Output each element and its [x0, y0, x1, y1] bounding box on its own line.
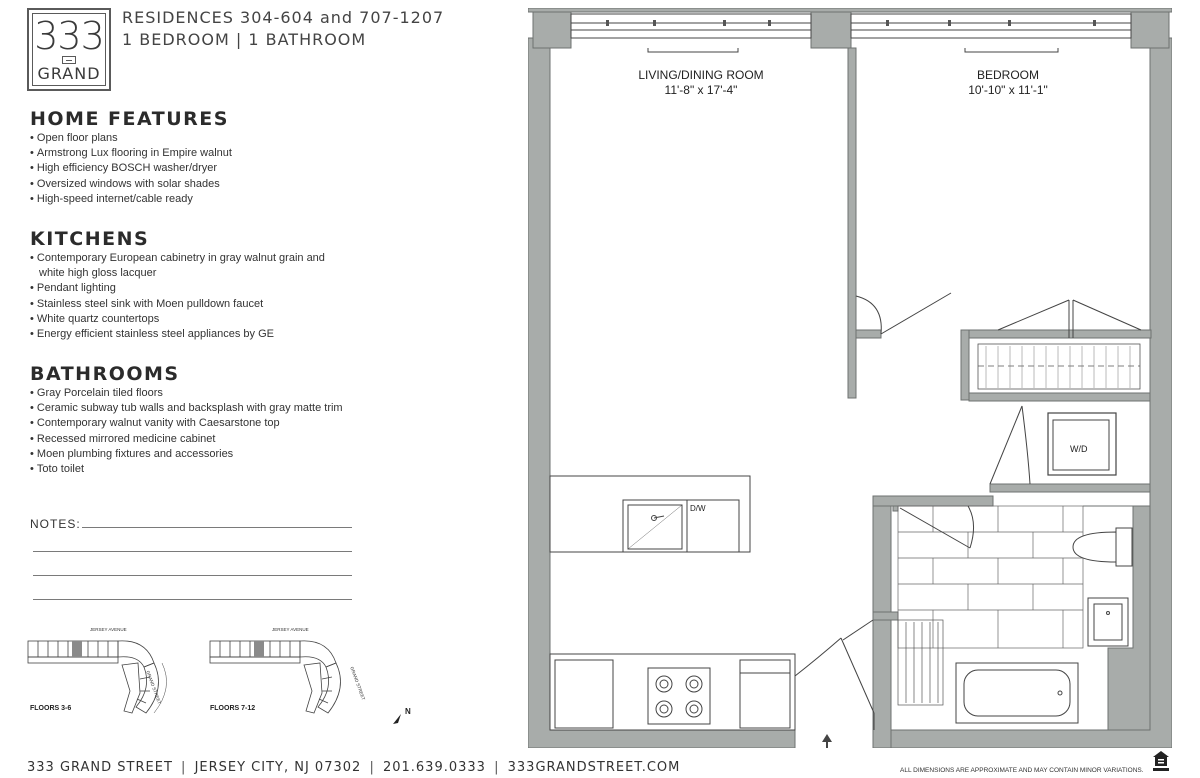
list-item: • High-speed internet/cable ready — [30, 192, 232, 207]
list-item: • Pendant lighting — [30, 281, 325, 296]
logo-mark-icon — [62, 56, 76, 64]
bathrooms-list — [30, 386, 343, 477]
bathrooms-title: BATHROOMS — [30, 363, 180, 385]
notes-line — [33, 575, 352, 576]
list-item: • High efficiency BOSCH washer/dryer — [30, 161, 232, 176]
list-item: • Contemporary walnut vanity with Caesarstone top — [30, 416, 343, 431]
list-item-continued: white high gloss lacquer — [39, 267, 157, 280]
footer-website: 333GRANDSTREET.COM — [507, 760, 681, 775]
kitchens-list — [30, 251, 325, 342]
dishwasher-label: D/W — [690, 504, 706, 513]
notes-line — [82, 527, 352, 528]
list-item: • Ceramic subway tub walls and backsplash with gray matte trim — [30, 401, 343, 416]
list-item: • Recessed mirrored medicine cabinet — [30, 432, 343, 447]
footer-separator: | — [494, 760, 500, 775]
kitchens-title: KITCHENS — [30, 228, 150, 250]
side-street-label: GRAND STREET — [145, 670, 163, 705]
list-item: • Oversized windows with solar shades — [30, 177, 232, 192]
list-item: • Energy efficient stainless steel appliances by GE — [30, 327, 325, 342]
floors-3-6-label: FLOORS 3-6 — [30, 705, 72, 712]
entry-arrow-icon — [822, 734, 832, 748]
north-label: N — [405, 707, 411, 716]
floor-plan-drawing — [528, 8, 1172, 748]
footer-separator: | — [369, 760, 375, 775]
side-street-label: GRAND STREET — [349, 666, 367, 701]
notes-line — [33, 551, 352, 552]
bedroom-name: BEDROOM — [976, 68, 1039, 82]
bedroom-dims: 10'-10" x 11'-1" — [968, 83, 1048, 97]
footer-address: 333 GRAND STREET — [27, 760, 173, 775]
north-arrow-icon — [391, 712, 403, 726]
list-item: • Contemporary European cabinetry in gray walnut grain and — [30, 251, 325, 266]
dimensions-disclaimer: ALL DIMENSIONS ARE APPROXIMATE AND MAY CONTAIN MINOR VARIATIONS. — [900, 767, 1144, 774]
residences-title: RESIDENCES 304-604 and 707-1207 — [122, 8, 445, 27]
bedroom-label — [948, 68, 1068, 98]
street-label: JERSEY AVENUE — [90, 627, 127, 632]
footer-contact — [27, 760, 680, 775]
list-item: • White quartz countertops — [30, 312, 325, 327]
building-logo — [27, 8, 111, 91]
footer-phone: 201.639.0333 — [382, 760, 486, 775]
living-room-label — [626, 68, 776, 98]
home-features-list — [30, 131, 232, 207]
list-item: • Toto toilet — [30, 462, 343, 477]
logo-number: 333 — [34, 13, 104, 58]
list-item: • Armstrong Lux flooring in Empire walnut — [30, 146, 232, 161]
footer-separator: | — [181, 760, 187, 775]
logo-word: GRAND — [37, 63, 101, 83]
footer-city: JERSEY CITY, NJ 07302 — [194, 760, 362, 775]
list-item: • Gray Porcelain tiled floors — [30, 386, 343, 401]
notes-label: NOTES: — [30, 517, 81, 531]
unit-type: 1 BEDROOM | 1 BATHROOM — [122, 30, 367, 49]
equal-housing-icon — [1152, 750, 1170, 772]
living-room-dims: 11'-8" x 17'-4" — [664, 83, 738, 97]
notes-line — [33, 599, 352, 600]
list-item: • Open floor plans — [30, 131, 232, 146]
home-features-title: HOME FEATURES — [30, 108, 229, 130]
list-item: • Moen plumbing fixtures and accessories — [30, 447, 343, 462]
floors-7-12-label: FLOORS 7-12 — [210, 705, 256, 712]
street-label: JERSEY AVENUE — [272, 627, 309, 632]
list-item: • Stainless steel sink with Moen pulldown faucet — [30, 297, 325, 312]
floor-plan — [528, 8, 1172, 748]
living-room-name: LIVING/DINING ROOM — [638, 68, 764, 82]
washer-dryer-label: W/D — [1070, 444, 1088, 454]
